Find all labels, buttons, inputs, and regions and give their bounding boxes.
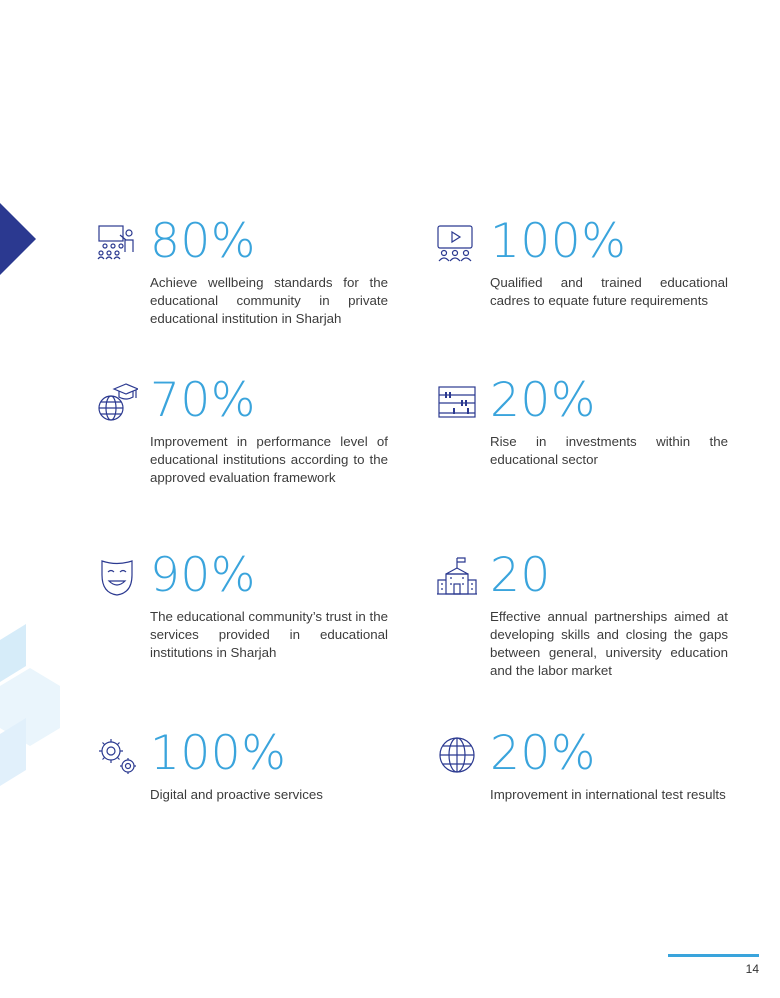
stat-value: 20% xyxy=(490,726,596,781)
stat-description: Rise in investments within the educational sector xyxy=(490,434,728,467)
stat-description: Improvement in performance level of educational institutions according to the approved evaluation framework xyxy=(150,434,388,485)
decorative-triangle xyxy=(0,203,36,275)
video-audience-icon xyxy=(436,222,478,264)
school-building-icon xyxy=(436,556,478,598)
stat-description: Improvement in international test results xyxy=(490,787,726,802)
smiling-mask-icon xyxy=(96,556,138,598)
classroom-teacher-icon xyxy=(96,222,138,264)
stat-value: 100% xyxy=(490,214,627,269)
stat-description: Achieve wellbeing standards for the educational community in private educational institution in Sharjah xyxy=(150,275,388,326)
stat-description: Qualified and trained educational cadres to equate future requirements xyxy=(490,275,728,308)
page-number-rule xyxy=(668,954,759,957)
stat-description: The educational community’s trust in the services provided in educational institutions in Sharjah xyxy=(150,609,388,660)
globe-graduation-cap-icon xyxy=(96,381,138,423)
stat-value: 90% xyxy=(150,548,256,603)
stat-value: 70% xyxy=(150,373,256,428)
stat-description: Effective annual partnerships aimed at developing skills and closing the gaps between general, university education and the labor market xyxy=(490,609,728,678)
stat-value: 20% xyxy=(490,373,596,428)
page-number: 14 xyxy=(745,962,759,976)
stat-value: 20 xyxy=(490,548,551,603)
decorative-hexagons xyxy=(0,610,60,810)
stat-value: 80% xyxy=(150,214,256,269)
stat-value: 100% xyxy=(150,726,287,781)
globe-icon xyxy=(436,734,478,776)
gears-icon xyxy=(96,734,138,776)
stat-description: Digital and proactive services xyxy=(150,787,323,802)
abacus-icon xyxy=(436,381,478,423)
